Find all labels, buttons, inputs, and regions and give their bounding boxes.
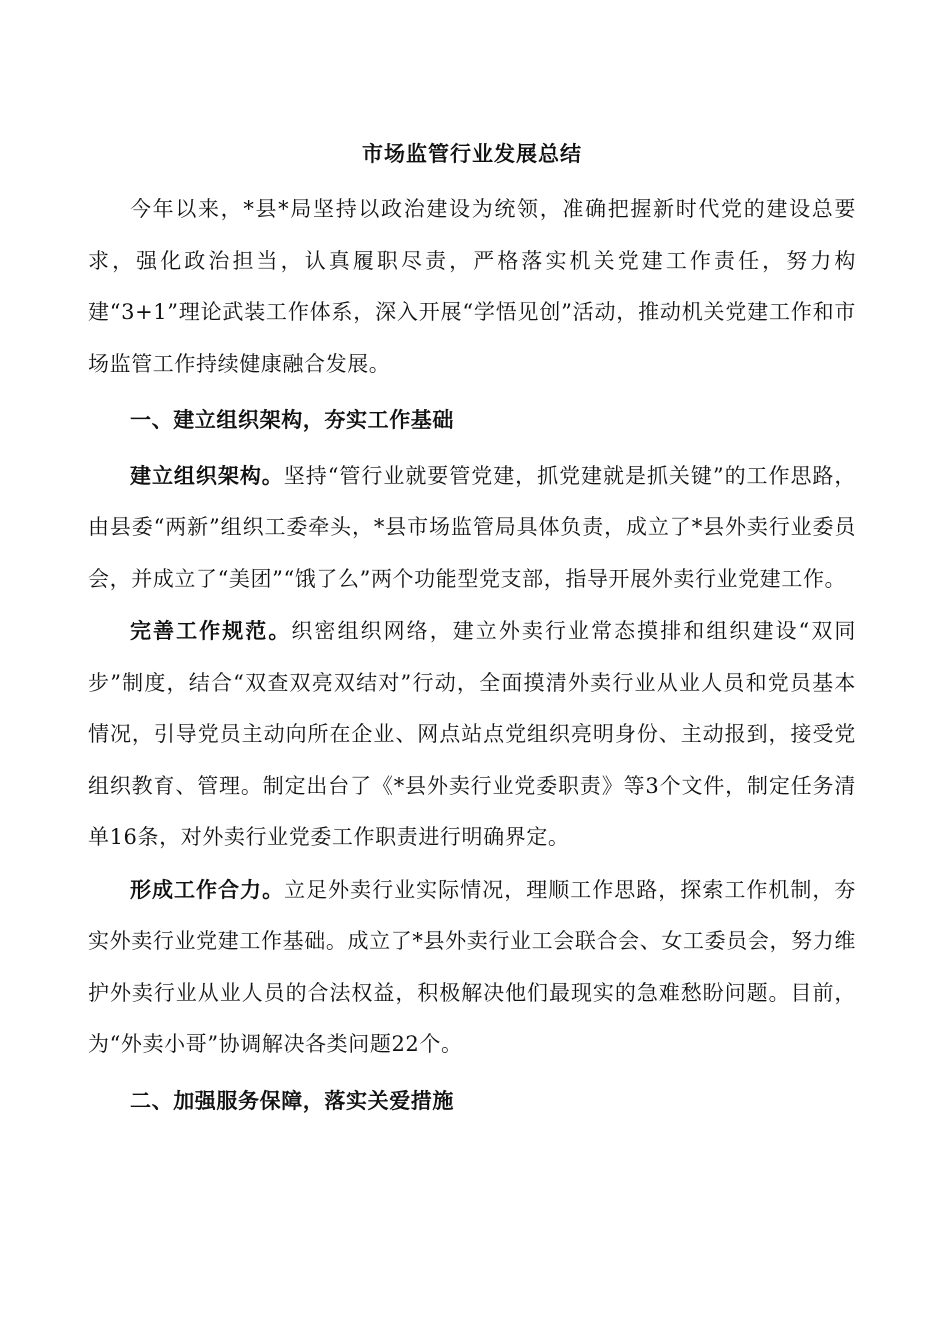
document-page: [88, 134, 856, 1130]
paragraph-organization-text: 坚持“管行业就要管党建，抓党建就是抓关键”的工作思路，由县委“两新”组织工委牵头，*县市场监管局具体负责，成立了*县外卖行业委员会，并成立了“美团”“饿了么”两个功能型党支部，指导开展外卖行业党建工作。: [88, 463, 857, 591]
section-1-heading: 一、建立组织架构，夯实工作基础: [130, 407, 454, 432]
intro-paragraph: 今年以来，*县*局坚持以政治建设为统领，准确把握新时代党的建设总要求，强化政治担当，认真履职尽责，严格落实机关党建工作责任，努力构建“3+1”理论武装工作体系，深入开展“学悟见创”活动，推动机关党建工作和市场监管工作持续健康融合发展。: [88, 197, 856, 376]
paragraph-standards-text: 织密组织网络，建立外卖行业常态摸排和组织建设“双同步”制度，结合“双查双亮双结对”行动，全面摸清外卖行业从业人员和党员基本情况，引导党员主动向所在企业、网点站点党组织亮明身份、主动报到，接受党组织教育、管理。制定出台了《*县外卖行业党委职责》等3个文件，制定任务清单16条，对外卖行业党委工作职责进行明确界定。: [88, 619, 856, 849]
paragraph-synergy: [88, 864, 856, 1071]
paragraph-synergy-text: 立足外卖行业实际情况，理顺工作思路，探索工作机制，夯实外卖行业党建工作基础。成立了*县外卖行业工会联合会、女工委员会，努力维护外卖行业从业人员的合法权益，积极解决他们最现实的急难愁盼问题。目前，为“外卖小哥”协调解决各类问题22个。: [88, 877, 856, 1056]
paragraph-standards-lead: 完善工作规范。: [130, 618, 292, 643]
section-2-heading: 二、加强服务保障，落实关爱措施: [130, 1087, 454, 1113]
paragraph-synergy-lead: 形成工作合力。: [130, 876, 285, 902]
paragraph-standards: [88, 605, 856, 864]
paragraph-organization: [88, 450, 856, 606]
paragraph-organization-lead: 建立组织架构。: [130, 462, 284, 488]
document-title: 市场监管行业发展总结: [362, 141, 582, 166]
